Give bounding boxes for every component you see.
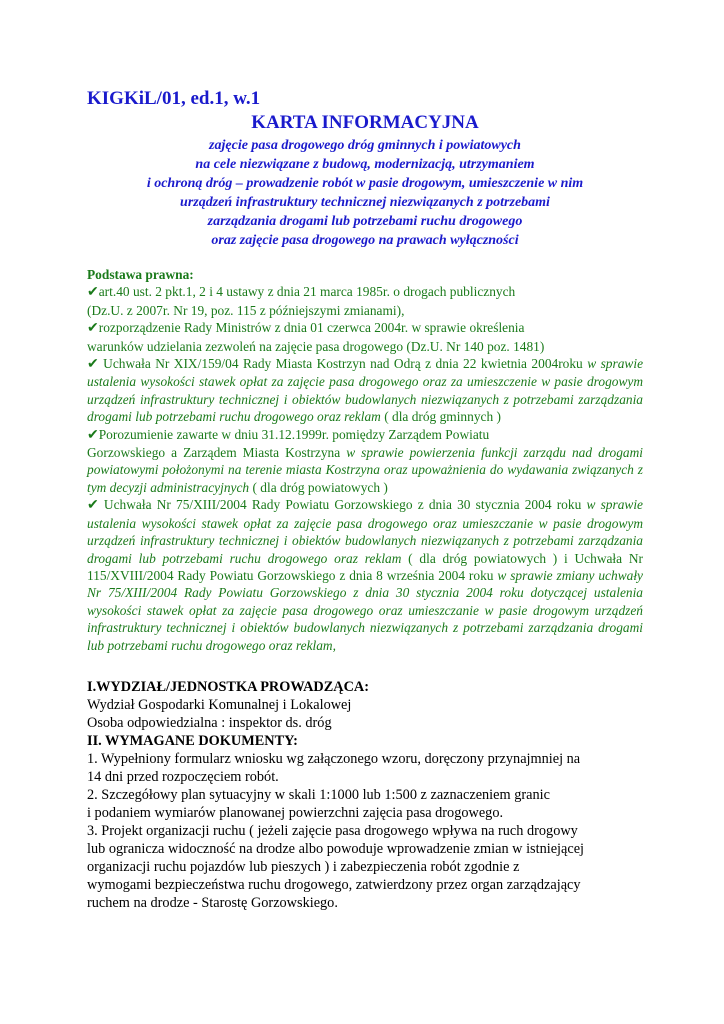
document-title: KARTA INFORMACYJNA [251,112,479,133]
responsible-person: Osoba odpowiedzialna : inspektor ds. dróg [87,714,332,731]
department-name: Wydział Gospodarki Komunalnej i Lokalowej [87,696,352,713]
subtitle-block [87,136,643,250]
legal-item: ✔ Uchwała Nr 75/XIII/2004 Rady Powiatu Gorzowskiego z dnia 30 stycznia 2004 roku w sprawie ustalenia wysokości stawek opłat za zajęcie pasa drogowego oraz umieszczanie w pasie drogowym urządzeń infrastruktury technicznej i obiektów budowlanych niezwiązanych z potrzebami zarządzania drogami lub potrzebami ruchu drogowego oraz reklam ( dla dróg powiatowych ) i Uchwała Nr 115/XVIII/2004 Rady Powiatu Gorzowskiego z dnia 8 września 2004 roku w sprawie zmiany uchwały Nr 75/XIII/2004 Rady Powiatu Gorzowskiego z dnia 30 stycznia 2004 roku dotyczącej ustalenia wysokości stawek opłat za zajęcie pasa drogowego oraz umieszczanie w pasie drogowym urządzeń infrastruktury technicznej i obiektów budowlanych niezwiązanych z potrzebami zarządzania drogami lub potrzebami ruchu drogowego oraz reklam, [87,497,644,653]
legal-item: ✔Porozumienie zawarte w dniu 31.12.1999r. pomiędzy Zarządem Powiatu [87,426,490,443]
legal-item: ✔ Uchwała Nr XIX/159/04 Rady Miasta Kostrzyn nad Odrą z dnia 22 kwietnia 2004roku w sprawie ustalenia wysokości stawek opłat za zajęcie pasa drogowego oraz za umieszczenie w pasie drogowym urządzeń infrastruktury technicznej i obiektów budowlanych niezwiązanych z potrzebami zarządzania drogami lub potrzebami ruchu drogowego oraz reklam ( dla dróg gminnych ) [87,356,644,425]
subtitle-line: oraz zajęcie pasa drogowego na prawach wyłączności [211,233,519,248]
required-doc-line: organizacji ruchu pojazdów lub pieszych ) i zabezpieczenia robót zgodnie z [87,858,520,875]
required-doc-line: 2. Szczegółowy plan sytuacyjny w skali 1:1000 lub 1:500 z zaznaczeniem granic [87,786,550,803]
checkmark-icon: ✔ [87,321,99,337]
legal-item: ✔rozporządzenie Rady Ministrów z dnia 01 czerwca 2004r. w sprawie określenia [87,320,525,337]
legal-item-continued: (Dz.U. z 2007r. Nr 19, poz. 115 z późniejszymi zmianami), [87,302,405,318]
required-doc-line: 1. Wypełniony formularz wniosku wg załączonego wzoru, doręczony przynajmniej na [87,750,581,767]
required-doc-line: ruchem na drodze - Starostę Gorzowskiego. [87,894,338,911]
legal-basis-section [87,266,643,654]
legal-item-continued: Gorzowskiego a Zarządem Miasta Kostrzyna w sprawie powierzenia funkcji zarządu nad drogami powiatowymi położonymi na terenie miasta Kostrzyna oraz upoważnienia do wydawania związanych z tym decyzji administracyjnych ( dla dróg powiatowych ) [87,445,643,495]
legal-item-continued: warunków udzielania zezwoleń na zajęcie pasa drogowego (Dz.U. Nr 140 poz. 1481) [87,338,545,354]
document-code: KIGKiL/01, ed.1, w.1 [87,88,261,109]
subtitle-line: zarządzania drogami lub potrzebami ruchu drogowego [207,214,523,229]
required-doc-line: 14 dni przed rozpoczęciem robót. [87,768,279,785]
subtitle-line: na cele niezwiązane z budową, modernizacją, utrzymaniem [195,157,535,172]
required-doc-line: i podaniem wymiarów planowanej powierzchni zajęcia pasa drogowego. [87,804,504,821]
required-doc-line: lub ogranicza widoczność na drodze albo powoduje wprowadzenie zmian w istniejącej [87,840,585,857]
checkmark-icon: ✔ [87,427,99,443]
subtitle-line: urządzeń infrastruktury technicznej niezwiązanych z potrzebami [180,195,550,210]
main-content [87,678,643,912]
legal-basis-heading: Podstawa prawna: [87,267,194,282]
legal-item: ✔art.40 ust. 2 pkt.1, 2 i 4 ustawy z dnia 21 marca 1985r. o drogach publicznych [87,284,516,301]
checkmark-icon: ✔ [87,498,99,514]
checkmark-icon: ✔ [87,285,99,301]
checkmark-icon: ✔ [87,357,99,373]
section1-heading: I.WYDZIAŁ/JEDNOSTKA PROWADZĄCA: [87,678,369,695]
subtitle-line: zajęcie pasa drogowego dróg gminnych i powiatowych [209,138,521,153]
subtitle-line: i ochroną dróg – prowadzenie robót w pasie drogowym, umieszczenie w nim [146,176,584,191]
section2-heading: II. WYMAGANE DOKUMENTY: [87,732,298,749]
required-doc-line: wymogami bezpieczeństwa ruchu drogowego, zatwierdzony przez organ zarządzający [87,876,581,893]
required-doc-line: 3. Projekt organizacji ruchu ( jeżeli zajęcie pasa drogowego wpływa na ruch drogowy [87,822,578,839]
document-page [87,88,643,912]
